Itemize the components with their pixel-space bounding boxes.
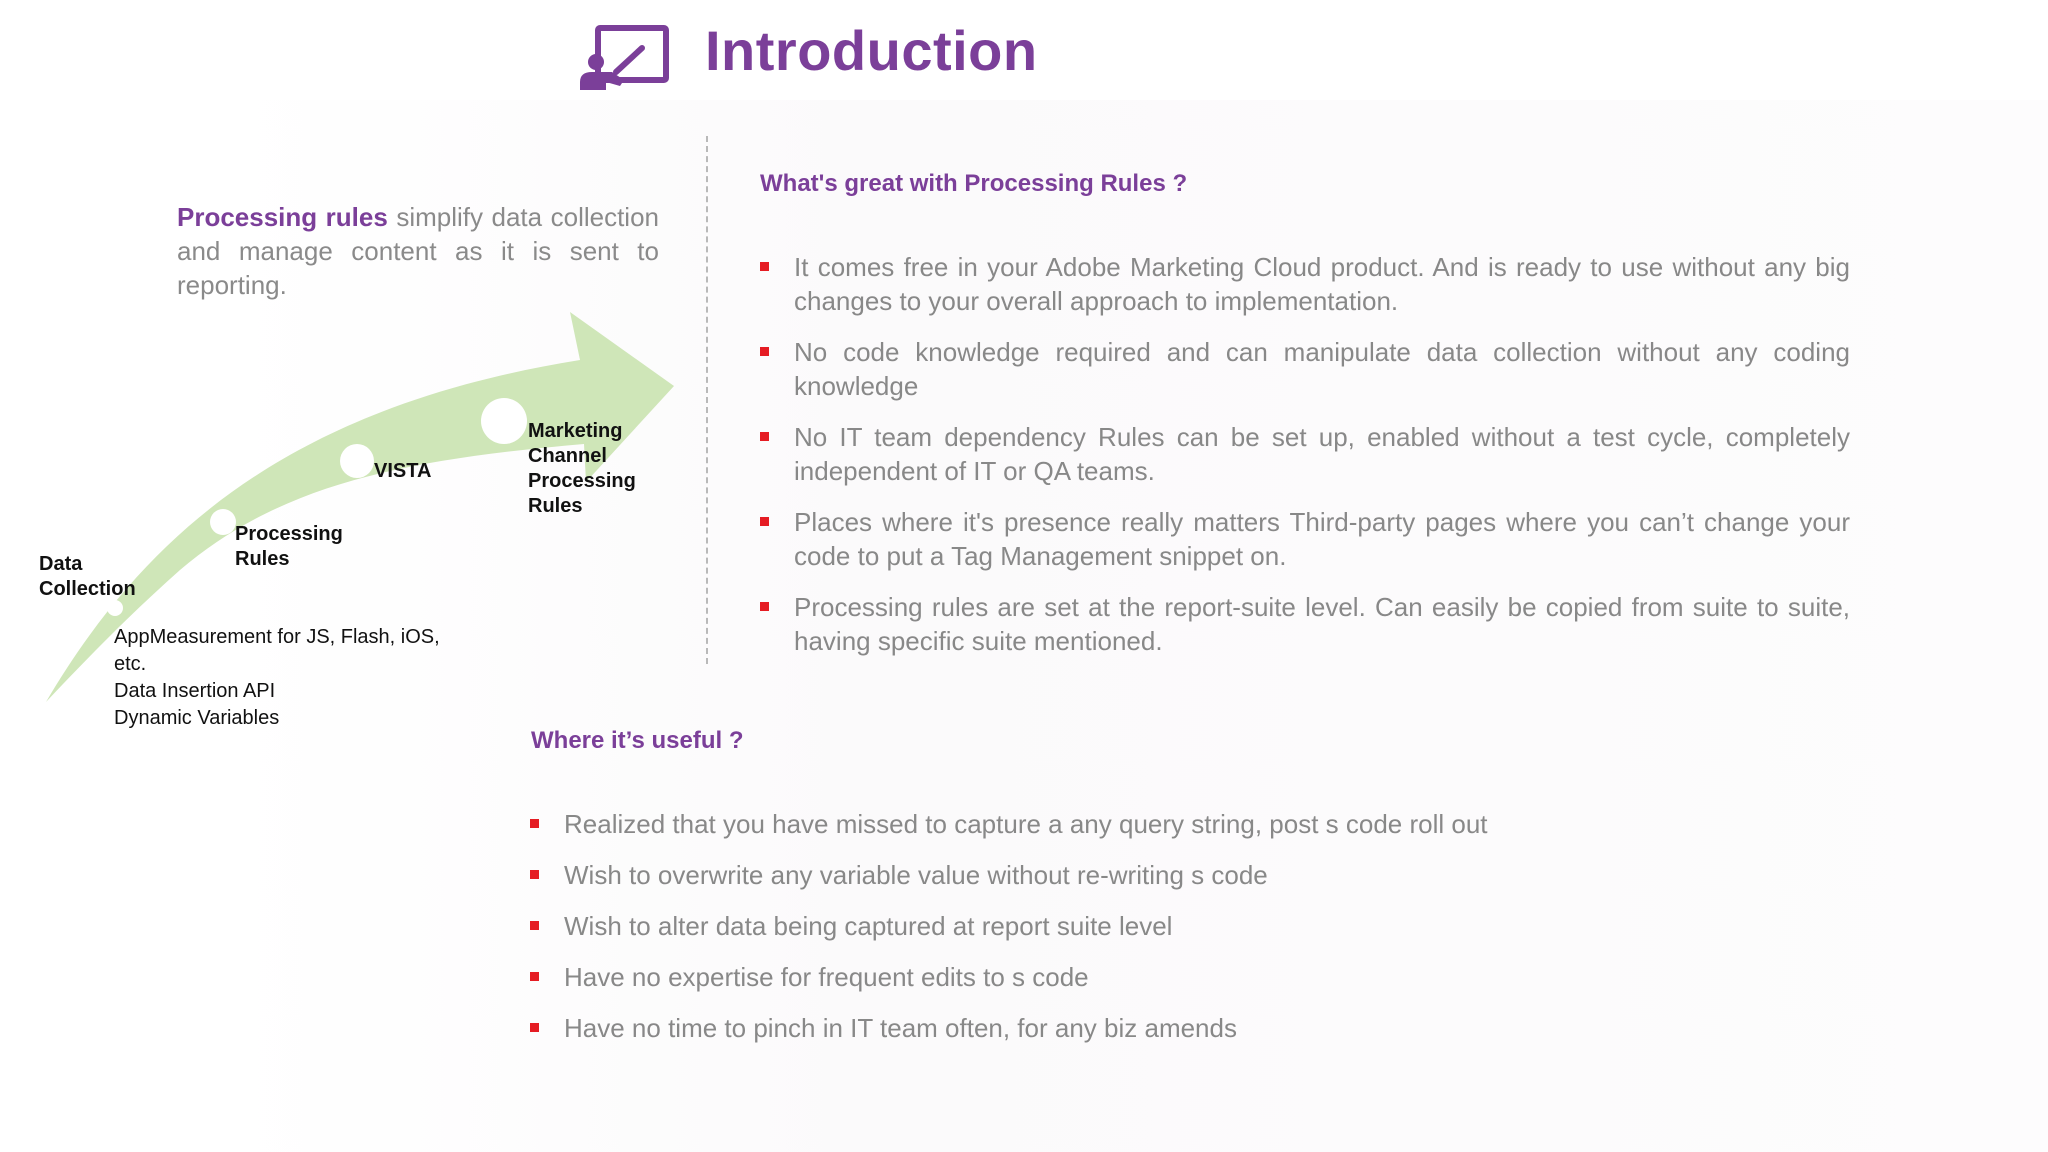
list-item-text: Have no expertise for frequent edits to s code <box>564 962 1089 992</box>
data-sources-list <box>114 624 454 732</box>
intro-text: simplify data collection and manage content as it is sent to reporting. <box>177 202 659 300</box>
flow-label-data-collection: Data Collection <box>39 553 136 600</box>
useful-list <box>530 807 1730 1062</box>
list-item <box>530 858 1730 892</box>
bullet-icon <box>530 921 539 930</box>
great-list <box>760 250 1850 675</box>
list-item <box>760 250 1850 318</box>
bullet-icon <box>760 262 769 271</box>
list-item-text: Realized that you have missed to capture a any query string, post s code roll out <box>564 809 1488 839</box>
page-title: Introduction <box>705 19 1038 82</box>
list-item <box>530 960 1730 994</box>
list-item-text: No code knowledge required and can manipulate data collection without any coding knowledge <box>794 337 1850 401</box>
bullet-icon <box>760 517 769 526</box>
bullet-icon <box>530 870 539 879</box>
flow-node-processing-rules <box>210 509 236 535</box>
data-source-item: Dynamic Variables <box>114 707 280 729</box>
data-source-item: Data Insertion API <box>114 680 276 702</box>
flow-node-marketing-channel <box>481 398 527 444</box>
list-item <box>530 909 1730 943</box>
intro-paragraph <box>177 200 659 302</box>
bullet-icon <box>760 347 769 356</box>
list-item-text: Have no time to pinch in IT team often, for any biz amends <box>564 1013 1237 1043</box>
presentation-icon <box>576 24 672 90</box>
list-item-text: No IT team dependency Rules can be set up, enabled without a test cycle, completely independent of IT or QA teams. <box>794 422 1850 486</box>
bullet-icon <box>760 602 769 611</box>
list-item-text: Wish to overwrite any variable value without re-writing s code <box>564 860 1268 890</box>
list-item-text: It comes free in your Adobe Marketing Cloud product. And is ready to use without any big changes to your overall approach to implementation. <box>794 252 1850 316</box>
list-item <box>760 420 1850 488</box>
list-item-text: Wish to alter data being captured at report suite level <box>564 911 1173 941</box>
list-item <box>760 335 1850 403</box>
flow-label-vista: VISTA <box>374 460 432 482</box>
bullet-icon <box>530 1023 539 1032</box>
list-item <box>760 505 1850 573</box>
useful-heading: Where it’s useful ? <box>531 727 744 754</box>
flow-label-marketing-channel: Marketing Channel Processing Rules <box>528 420 636 517</box>
flow-node-vista <box>340 444 374 478</box>
list-item <box>530 807 1730 841</box>
bullet-icon <box>530 819 539 828</box>
flow-label-processing-rules: Processing Rules <box>235 523 343 570</box>
great-heading: What's great with Processing Rules ? <box>760 170 1188 197</box>
bullet-icon <box>760 432 769 441</box>
list-item <box>530 1011 1730 1045</box>
list-item-text: Places where it's presence really matters Third-party pages where you can’t change your code to put a Tag Management snippet on. <box>794 507 1850 571</box>
data-source-item: AppMeasurement for JS, Flash, iOS, etc. <box>114 626 440 675</box>
flow-node-data-collection <box>107 600 123 616</box>
bullet-icon <box>530 972 539 981</box>
vertical-divider <box>706 136 708 664</box>
list-item <box>760 590 1850 658</box>
intro-highlight: Processing rules <box>177 202 388 232</box>
list-item-text: Processing rules are set at the report-suite level. Can easily be copied from suite to suite, having specific suite mentioned. <box>794 592 1850 656</box>
